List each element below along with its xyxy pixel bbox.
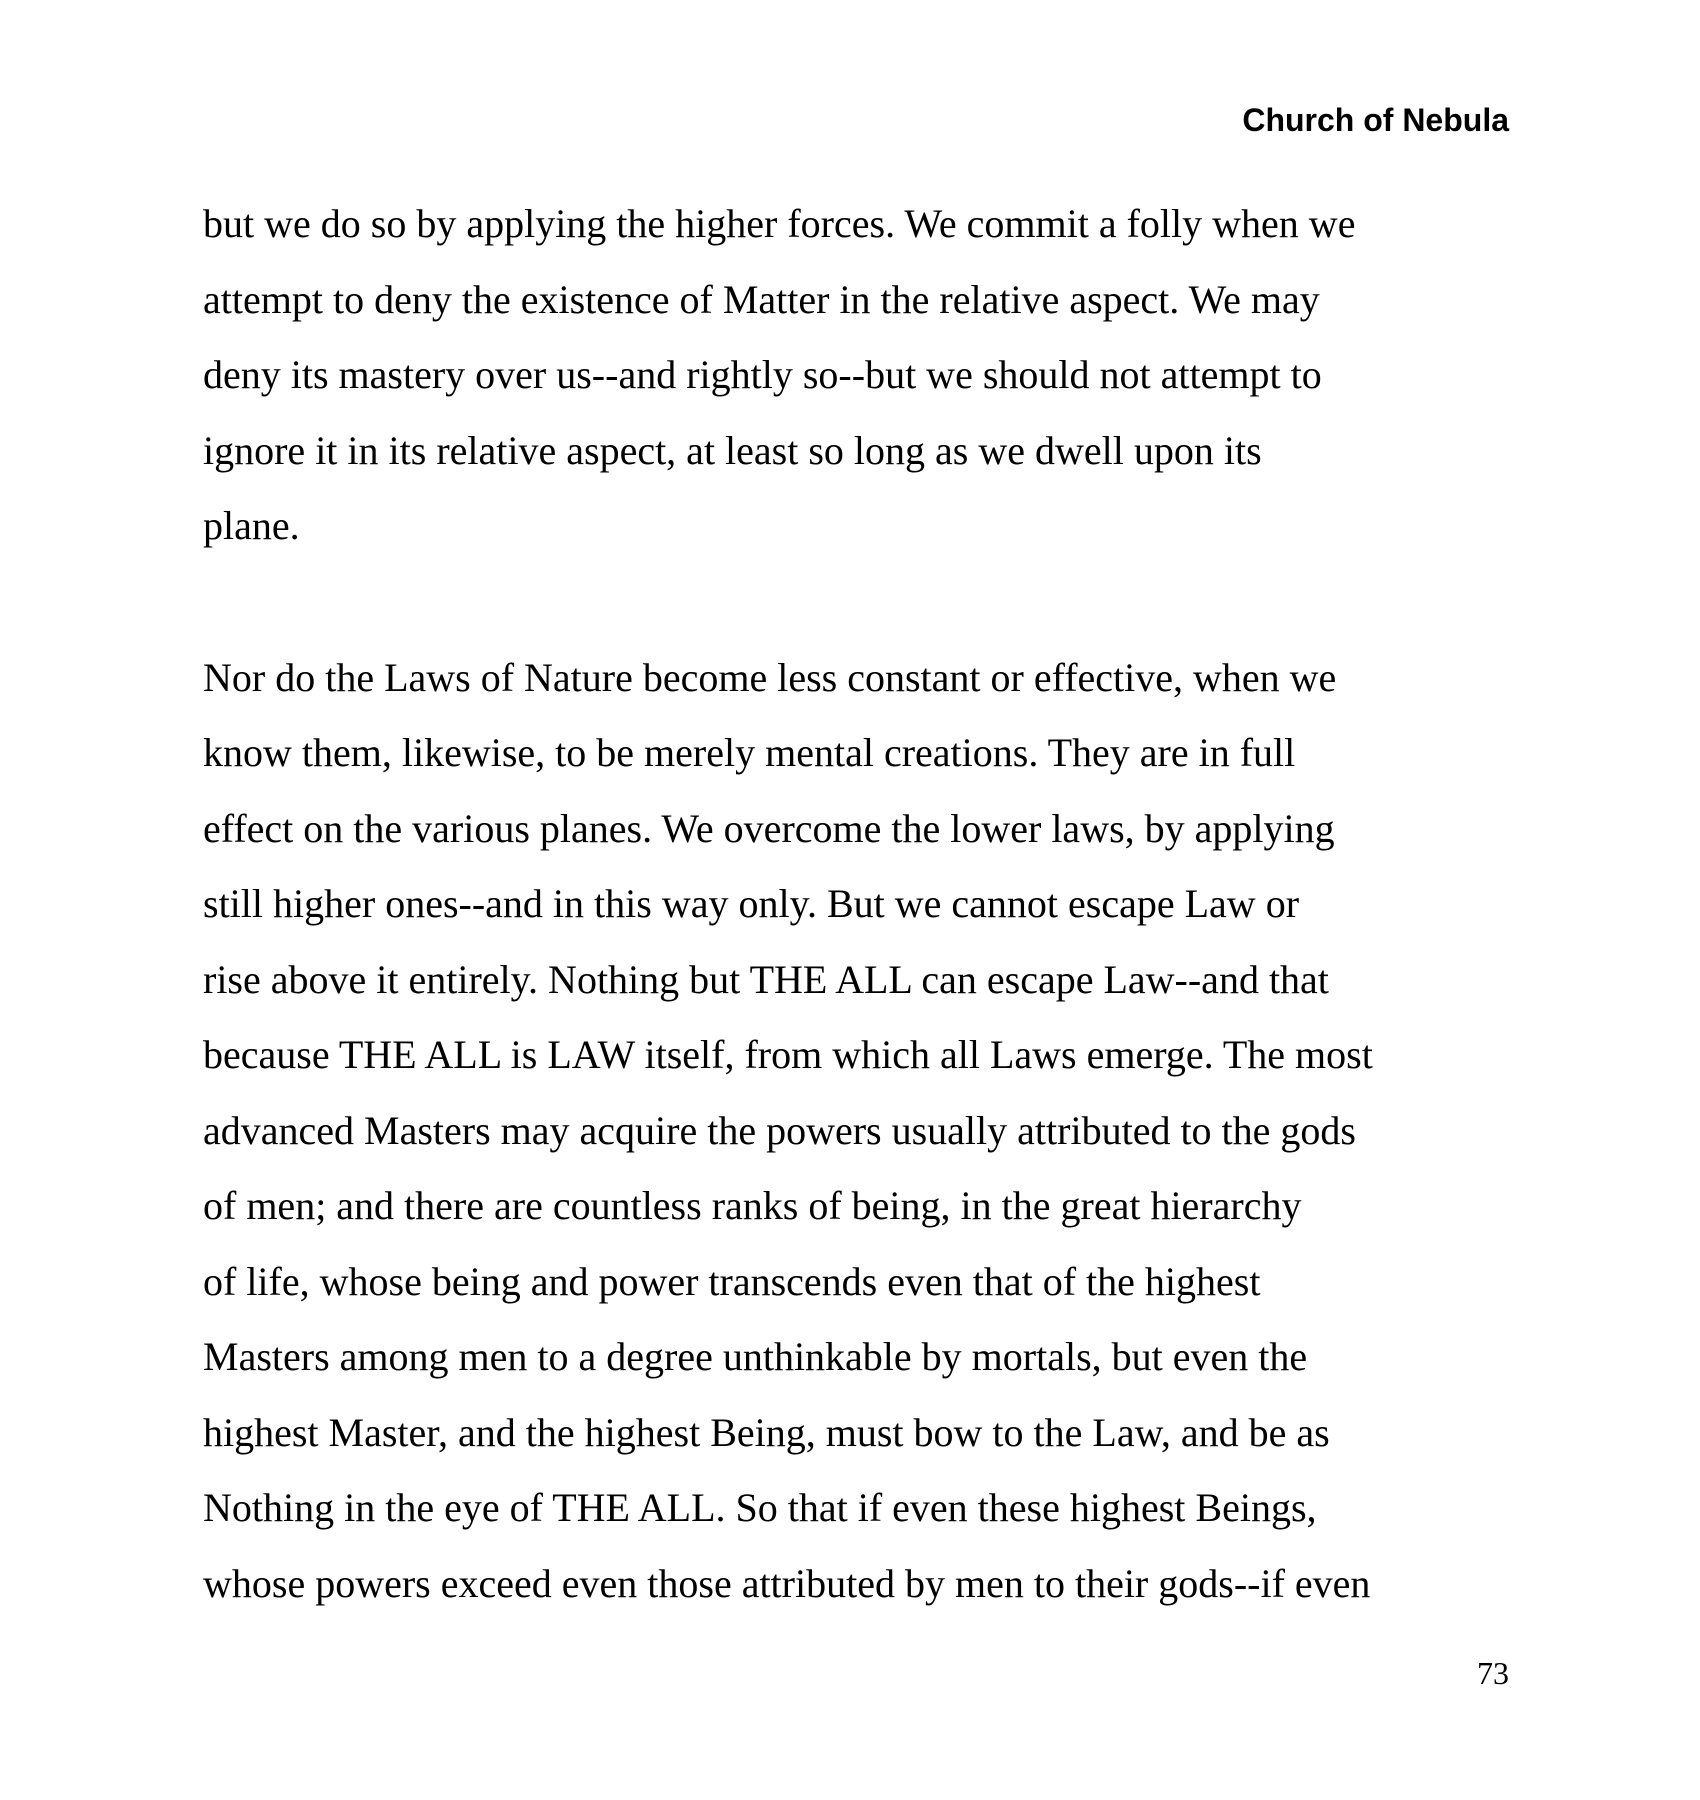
- running-header: Church of Nebula: [1242, 102, 1509, 138]
- text-line: advanced Masters may acquire the powers usually attributed to the gods: [203, 1107, 1356, 1153]
- text-line: still higher ones--and in this way only. But we cannot escape Law or: [203, 881, 1300, 926]
- body-text: [203, 186, 1503, 1621]
- text-line: of men; and there are countless ranks of being, in the great hierarchy: [203, 1183, 1302, 1228]
- text-line: plane.: [203, 503, 300, 548]
- text-line: attempt to deny the existence of Matter in the relative aspect. We may: [203, 276, 1320, 322]
- text-line: know them, likewise, to be merely mental creations. They are in full: [203, 730, 1296, 775]
- text-line: ignore it in its relative aspect, at least so long as we dwell upon its: [203, 427, 1262, 473]
- text-line: but we do so by applying the higher forces. We commit a folly when we: [203, 201, 1356, 246]
- page-number: 73: [1477, 1655, 1509, 1691]
- text-line: rise above it entirely. Nothing but THE ALL can escape Law--and that: [203, 956, 1329, 1002]
- text-line: effect on the various planes. We overcome the lower laws, by applying: [203, 805, 1335, 851]
- text-line: whose powers exceed even those attributed by men to their gods--if even: [203, 1560, 1371, 1606]
- text-line: deny its mastery over us--and rightly so--but we should not attempt to: [203, 352, 1322, 397]
- paragraph-1: [203, 186, 1503, 564]
- text-line: because THE ALL is LAW itself, from which all Laws emerge. The most: [203, 1032, 1373, 1077]
- paragraph-2: [203, 640, 1503, 1622]
- text-line: of life, whose being and power transcends even that of the highest: [203, 1258, 1261, 1304]
- text-line: Nothing in the eye of THE ALL. So that if even these highest Beings,: [203, 1485, 1317, 1530]
- text-line: highest Master, and the highest Being, must bow to the Law, and be as: [203, 1409, 1330, 1455]
- text-line: Nor do the Laws of Nature become less constant or effective, when we: [203, 654, 1337, 700]
- text-line: Masters among men to a degree unthinkable by mortals, but even the: [203, 1334, 1308, 1379]
